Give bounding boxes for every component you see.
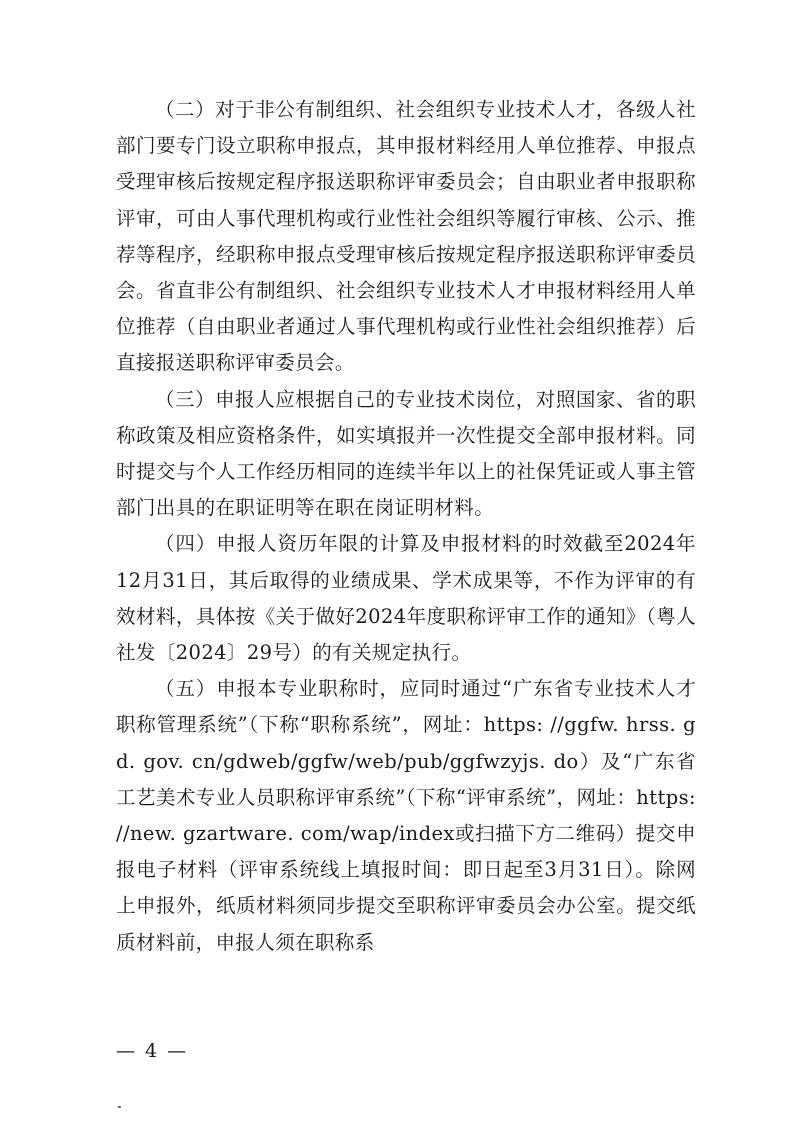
paragraph-3-applicant-materials: （三）申报人应根据自己的专业技术岗位，对照国家、省的职称政策及相应资格条件，如实填报并一次性提交全部申报材料。同时提交与个人工作经历相同的连续半年以上的社保凭证或人事主管部门出具的在职证明等在职在岗证明材料。	[116, 387, 696, 520]
paragraph-4-qualification-deadline: （四）申报人资历年限的计算及申报材料的时效截至2024年12月31日，其后取得的业绩成果、学术成果等，不作为评审的有效材料，具体按《关于做好2024年度职称评审工作的通知》（粤人社发〔2024〕29号）的有关规定执行。	[116, 532, 696, 665]
page-number: — 4 —	[116, 1040, 189, 1062]
scan-artifact	[118, 1106, 121, 1108]
paragraph-5-online-submission: （五）申报本专业职称时，应同时通过“广东省专业技术人才职称管理系统”（下称“职称系统”，网址：https: //ggfw. hrss. gd. gov. cn/gdweb/ggfw/web/pub/ggfwzyjs. do）及“广东省工艺美术专业人员职称评审系统”（下称“评审系统”，网址：https: //new. gzartware. com/wap/index或扫描下方二维码）提交申报电子材料（评审系统线上填报时间：即日起至3月31日）。除网上申报外，纸质材料须同步提交至职称评审委员会办公室。提交纸质材料前，申报人须在职称系	[116, 677, 696, 954]
document-body	[116, 92, 696, 961]
paragraph-2-non-public-orgs: （二）对于非公有制组织、社会组织专业技术人才，各级人社部门要专门设立职称申报点，其申报材料经用人单位推荐、申报点受理审核后按规定程序报送职称评审委员会；自由职业者申报职称评审，可由人事代理机构或行业性社会组织等履行审核、公示、推荐等程序，经职称申报点受理审核后按规定程序报送职称评审委员会。省直非公有制组织、社会组织专业技术人才申报材料经用人单位推荐（自由职业者通过人事代理机构或行业性社会组织推荐）后直接报送职称评审委员会。	[116, 98, 696, 375]
